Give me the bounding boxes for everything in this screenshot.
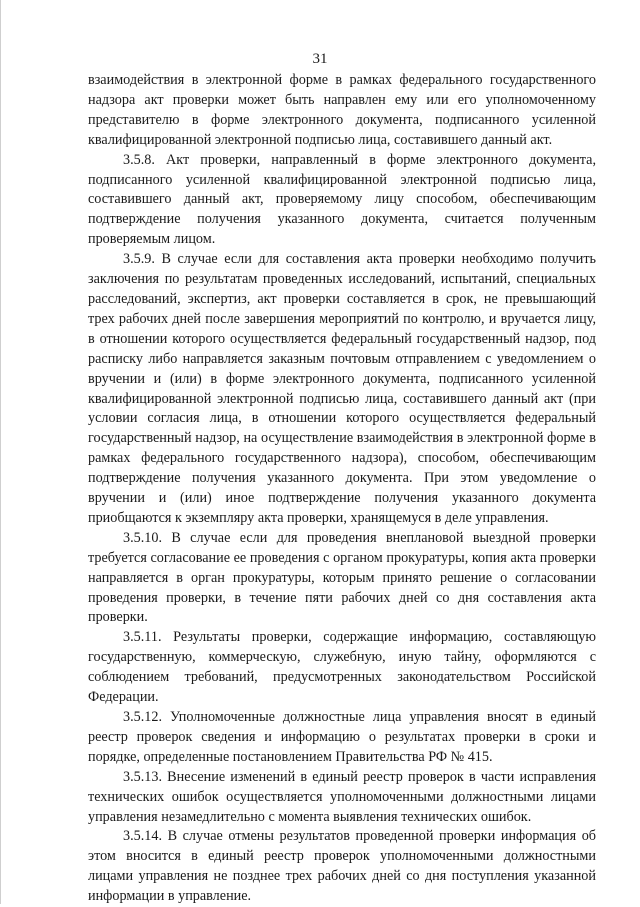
paragraph-continuation: взаимодействия в электронной форме в рамках федерального государственного надзора акт проверки может быть направлен ему или его уполномоченному представителю в форме электронного документа, подписанного усиленной квалифицированной электронной подписью лица, составившего данный акт. [88,72,596,148]
scan-edge [0,0,1,904]
document-body [88,71,596,907]
paragraph-3-5-13: 3.5.13. Внесение изменений в единый реестр проверок в части исправления технических ошибок осуществляется уполномоченными должностными лицами управления незамедлительно с момента выявления технических ошибок. [88,768,596,825]
paragraph-3-5-9: 3.5.9. В случае если для составления акта проверки необходимо получить заключения по результатам проведенных исследований, испытаний, специальных расследований, экспертиз, акт проверки составляется в срок, не превышающий трех рабочих дней после завершения мероприятий по контролю, и вручается лицу, в отношении которого осуществляется федеральный государственный надзор, под расписку либо направляется заказным почтовым отправлением с уведомлением о вручении и (или) в форме электронного документа, подписанного усиленной квалифицированной электронной подписью лица, составившего данный акт (при условии согласия лица, в отношении которого осуществляется федеральный государственный надзор, на осуществление взаимодействия в электронной форме в рамках федерального государственного надзора), способом, обеспечивающим подтверждение получения указанного документа. При этом уведомление о вручении и (или) иное подтверждение получения указанного документа приобщаются к экземпляру акта проверки, хранящемуся в деле управления. [88,251,596,526]
paragraph-3-5-12: 3.5.12. Уполномоченные должностные лица управления вносят в единый реестр проверок сведения и информацию о результатах проверки в сроки и порядке, определенные постановлением Правительства РФ № 415. [88,709,596,765]
paragraph-3-5-8: 3.5.8. Акт проверки, направленный в форме электронного документа, подписанного усиленной квалифицированной электронной подписью лица, составившего данный акт, проверяемому лицу способом, обеспечивающим подтверждение получения указанного документа, считается полученным проверяемым лицом. [88,151,596,248]
page-number: 31 [312,51,328,67]
paragraph-3-5-10: 3.5.10. В случае если для проведения внеплановой выездной проверки требуется согласование ее проведения с органом прокуратуры, копия акта проверки направляется в орган прокуратуры, которым принято решение о согласовании проведения проверки, в течение пяти рабочих дней со дня составления акта проверки. [88,529,596,626]
paragraph-3-5-11: 3.5.11. Результаты проверки, содержащие информацию, составляющую государственную, коммерческую, служебную, иную тайну, оформляются с соблюдением требований, предусмотренных законодательством Российской Федерации. [88,629,596,706]
paragraph-3-5-14: 3.5.14. В случае отмены результатов проведенной проверки информация об этом вносится в единый реестр проверок уполномоченными должностными лицами управления не позднее трех рабочих дней со дня поступления указанной информации в управление. [88,828,596,905]
